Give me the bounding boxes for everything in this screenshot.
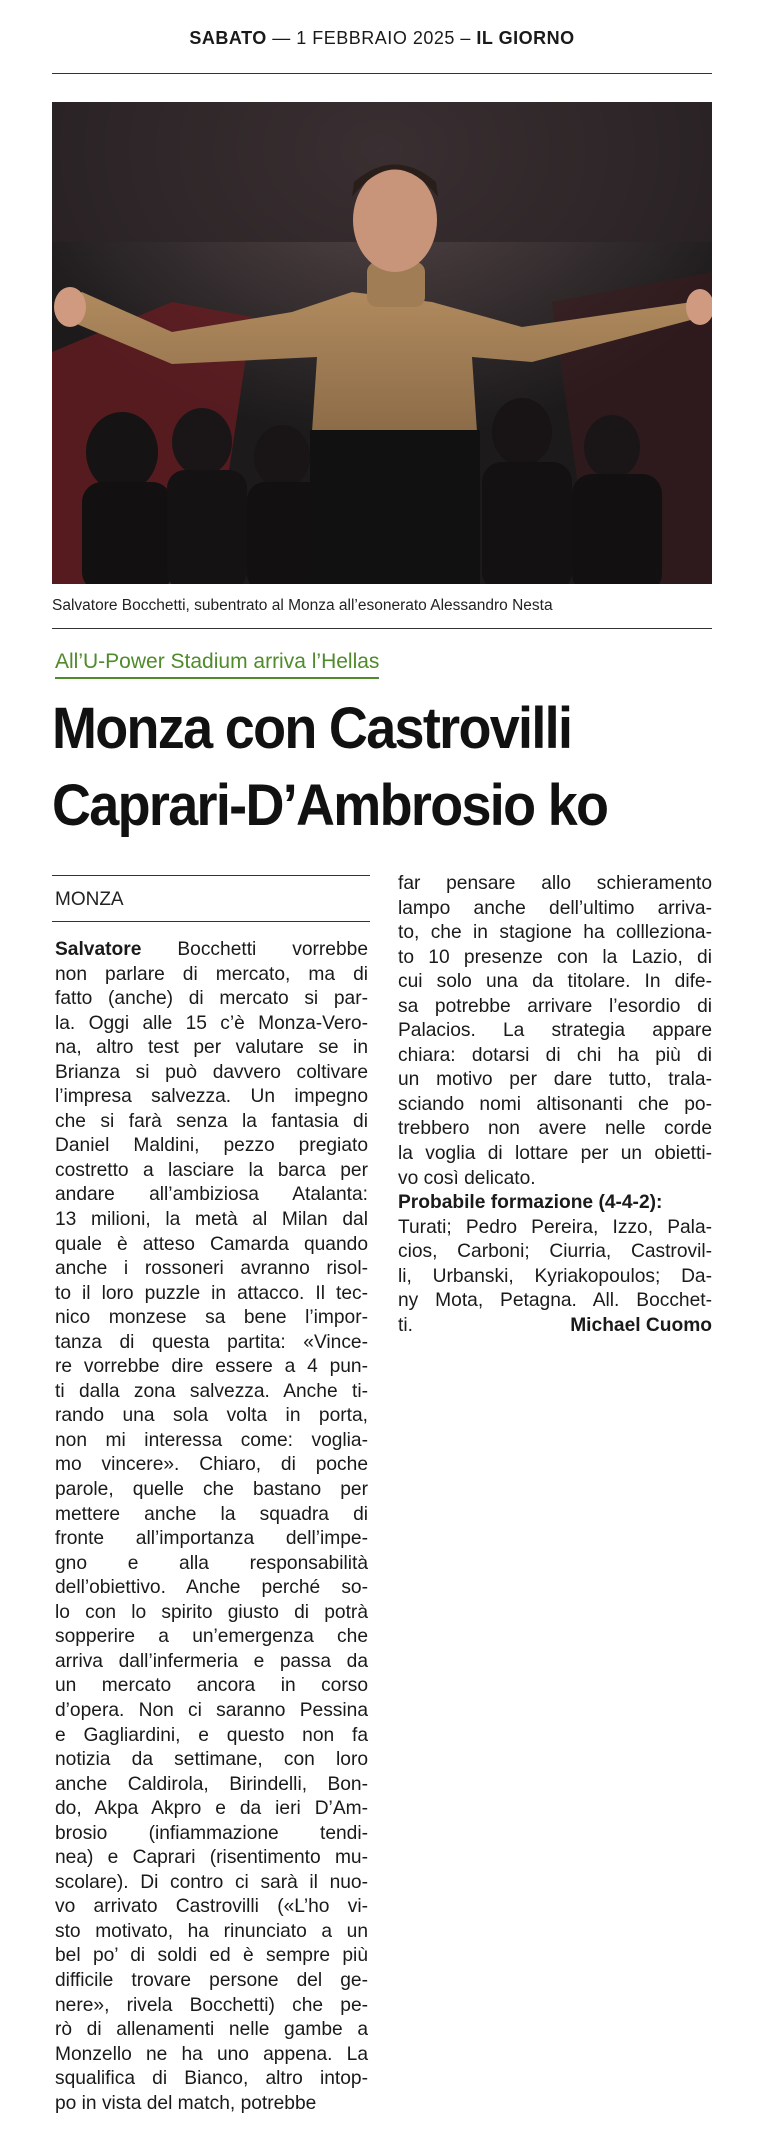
header-date: — 1 FEBBRAIO 2025 – [272, 28, 471, 48]
text-line: anche Caldirola, Birindelli, Bon- [55, 1773, 368, 1795]
text-line: arriva dall’infermeria e passa da [55, 1650, 368, 1672]
text-line: non parlare di mercato, ma di [55, 963, 368, 985]
first-line-text: Bocchetti vorrebbe [141, 939, 368, 960]
text-line: costretto a lasciare la barca per [55, 1159, 368, 1181]
text-line: nico monzese sa bene l’impor- [55, 1307, 368, 1329]
formation-label: Probabile formazione (4-4-2): [398, 1192, 663, 1214]
text-line: Turati; Pedro Pereira, Izzo, Pala- [398, 1216, 712, 1238]
text-line: far pensare allo schieramento [398, 873, 712, 894]
text-line: cios, Carboni; Ciurria, Castrovil- [398, 1241, 712, 1263]
text-line: parole, quelle che bastano per [55, 1479, 368, 1501]
text-line: to il loro puzzle in attacco. Il tec- [55, 1282, 368, 1304]
caption-rule [52, 628, 712, 629]
header-newspaper: IL GIORNO [476, 28, 575, 48]
photo-caption: Salvatore Bocchetti, subentrato al Monza all’esonerato Alessandro Nesta [52, 597, 553, 614]
headline-line-1: Monza con Castrovilli [52, 696, 572, 761]
text-line: Monzello ne ha uno appena. La [55, 2043, 368, 2065]
text-line: sto motivato, ha rinunciato a un [55, 1920, 368, 1942]
text-line: sopperire a un’emergenza che [55, 1626, 368, 1648]
text-line: fatto (anche) di mercato si par- [55, 988, 368, 1010]
text-line: la. Oggi alle 15 c’è Monza-Vero- [55, 1012, 368, 1034]
text-line: mettere anche la squadra di [55, 1503, 368, 1525]
text-line: 13 milioni, la metà al Milan dal [55, 1209, 368, 1231]
formation-body [398, 1216, 712, 1314]
lead-word: Salvatore [55, 939, 142, 960]
text-line: un motivo per dare tutto, trala- [398, 1069, 712, 1091]
text-line: Brianza si può davvero coltivare [55, 1061, 368, 1083]
text-line: scolare). Di contro ci sarà il nuo- [55, 1871, 368, 1893]
header-day: SABATO [189, 28, 267, 48]
text-line: e Gagliardini, e questo non fa [55, 1724, 368, 1746]
header-rule [52, 73, 712, 74]
text-line: Daniel Maldini, pezzo pregiato [55, 1135, 368, 1157]
text-line: non mi interessa come: voglia- [55, 1429, 368, 1451]
text-line: chiara: dotarsi di chi ha più di [398, 1044, 712, 1066]
text-line: to, che in stagione ha collleziona- [398, 922, 712, 944]
text-line: la voglia di lottare per un obietti- [398, 1143, 712, 1165]
text-line: to 10 presenze con la Lazio, di [398, 946, 712, 968]
first-line [55, 938, 368, 963]
text-line: brosio (infiammazione tendi- [55, 1822, 368, 1844]
text-line: andare all’ambiziosa Atalanta: [55, 1184, 368, 1206]
text-line: re vorrebbe dire essere a 4 pun- [55, 1356, 368, 1378]
text-line: Palacios. La strategia appare [398, 1020, 712, 1042]
text-line: nere», rivela Bocchetti) che pe- [55, 1994, 368, 2016]
text-line: squalifica di Bianco, altro intop- [55, 2068, 368, 2090]
text-line: bel po’ di soldi ed è sempre più [55, 1945, 368, 1967]
text-line: tanza di questa partita: «Vince- [55, 1331, 368, 1353]
column-2-body [398, 872, 712, 1191]
text-line: vo così delicato. [398, 1167, 536, 1189]
text-line: difficile trovare persone del ge- [55, 1969, 368, 1991]
page-header [52, 28, 712, 49]
dateline-rule-bottom [52, 921, 370, 922]
dateline-rule-top [52, 875, 370, 876]
kicker: All’U-Power Stadium arriva l’Hellas [55, 650, 379, 679]
text-line: rando una sola volta in porta, [55, 1405, 368, 1427]
text-line: do, Akpa Akpro e da ieri D’Am- [55, 1798, 368, 1820]
text-line: un mercato ancora in corso [55, 1675, 368, 1697]
headline [52, 690, 684, 844]
text-line: anche i rossoneri avranno risol- [55, 1258, 368, 1280]
text-line: na, altro test per valutare se in [55, 1037, 368, 1059]
text-line: ny Mota, Petagna. All. Bocchet- [398, 1290, 712, 1312]
coach-photo-illustration [52, 102, 712, 584]
formation-last: ti. [398, 1314, 413, 1336]
text-line: gno e alla responsabilità [55, 1552, 368, 1574]
formation-last-line [398, 1314, 712, 1339]
text-line: lo con lo spirito giusto di potrà [55, 1601, 368, 1623]
headline-line-2: Caprari-D’Ambrosio ko [52, 773, 608, 838]
text-line: trebbero non avere nelle corde [398, 1118, 712, 1140]
text-line: dell’obiettivo. Anche perché so- [55, 1577, 368, 1599]
dateline: MONZA [55, 889, 124, 910]
text-line: ti dalla zona salvezza. Anche ti- [55, 1380, 368, 1402]
text-line: po in vista del match, potrebbe [55, 2092, 317, 2114]
text-line: lampo anche dell’ultimo arriva- [398, 897, 712, 919]
text-line: vo arrivato Castrovilli («L’ho vi- [55, 1896, 368, 1918]
article-column-1 [55, 938, 368, 2116]
text-line: li, Urbanski, Kyriakopoulos; Da- [398, 1265, 712, 1287]
text-line: che si farà senza la fantasia di [55, 1110, 368, 1132]
text-line: l’impresa salvezza. Un impegno [55, 1086, 368, 1108]
text-line: nea) e Caprari (risentimento mu- [55, 1847, 368, 1869]
article-photo [52, 102, 712, 584]
text-line: notizia da settimane, con loro [55, 1749, 368, 1771]
text-line: cui solo una da titolare. In dife- [398, 971, 712, 993]
text-line: d’opera. Non ci saranno Pessina [55, 1699, 368, 1721]
text-line: mo vincere». Chiaro, di poche [55, 1454, 368, 1476]
article-column-2 [398, 872, 712, 1338]
text-line: sciando nomi altisonanti che po- [398, 1093, 712, 1115]
text-line: quale è atteso Camarda quando [55, 1233, 368, 1255]
text-line: rò di allenamenti nelle gambe a [55, 2019, 368, 2041]
signature: Michael Cuomo [570, 1314, 712, 1336]
text-line: fronte all’importanza dell’impe- [55, 1528, 368, 1550]
text-line: sa potrebbe arrivare l’esordio di [398, 995, 712, 1017]
